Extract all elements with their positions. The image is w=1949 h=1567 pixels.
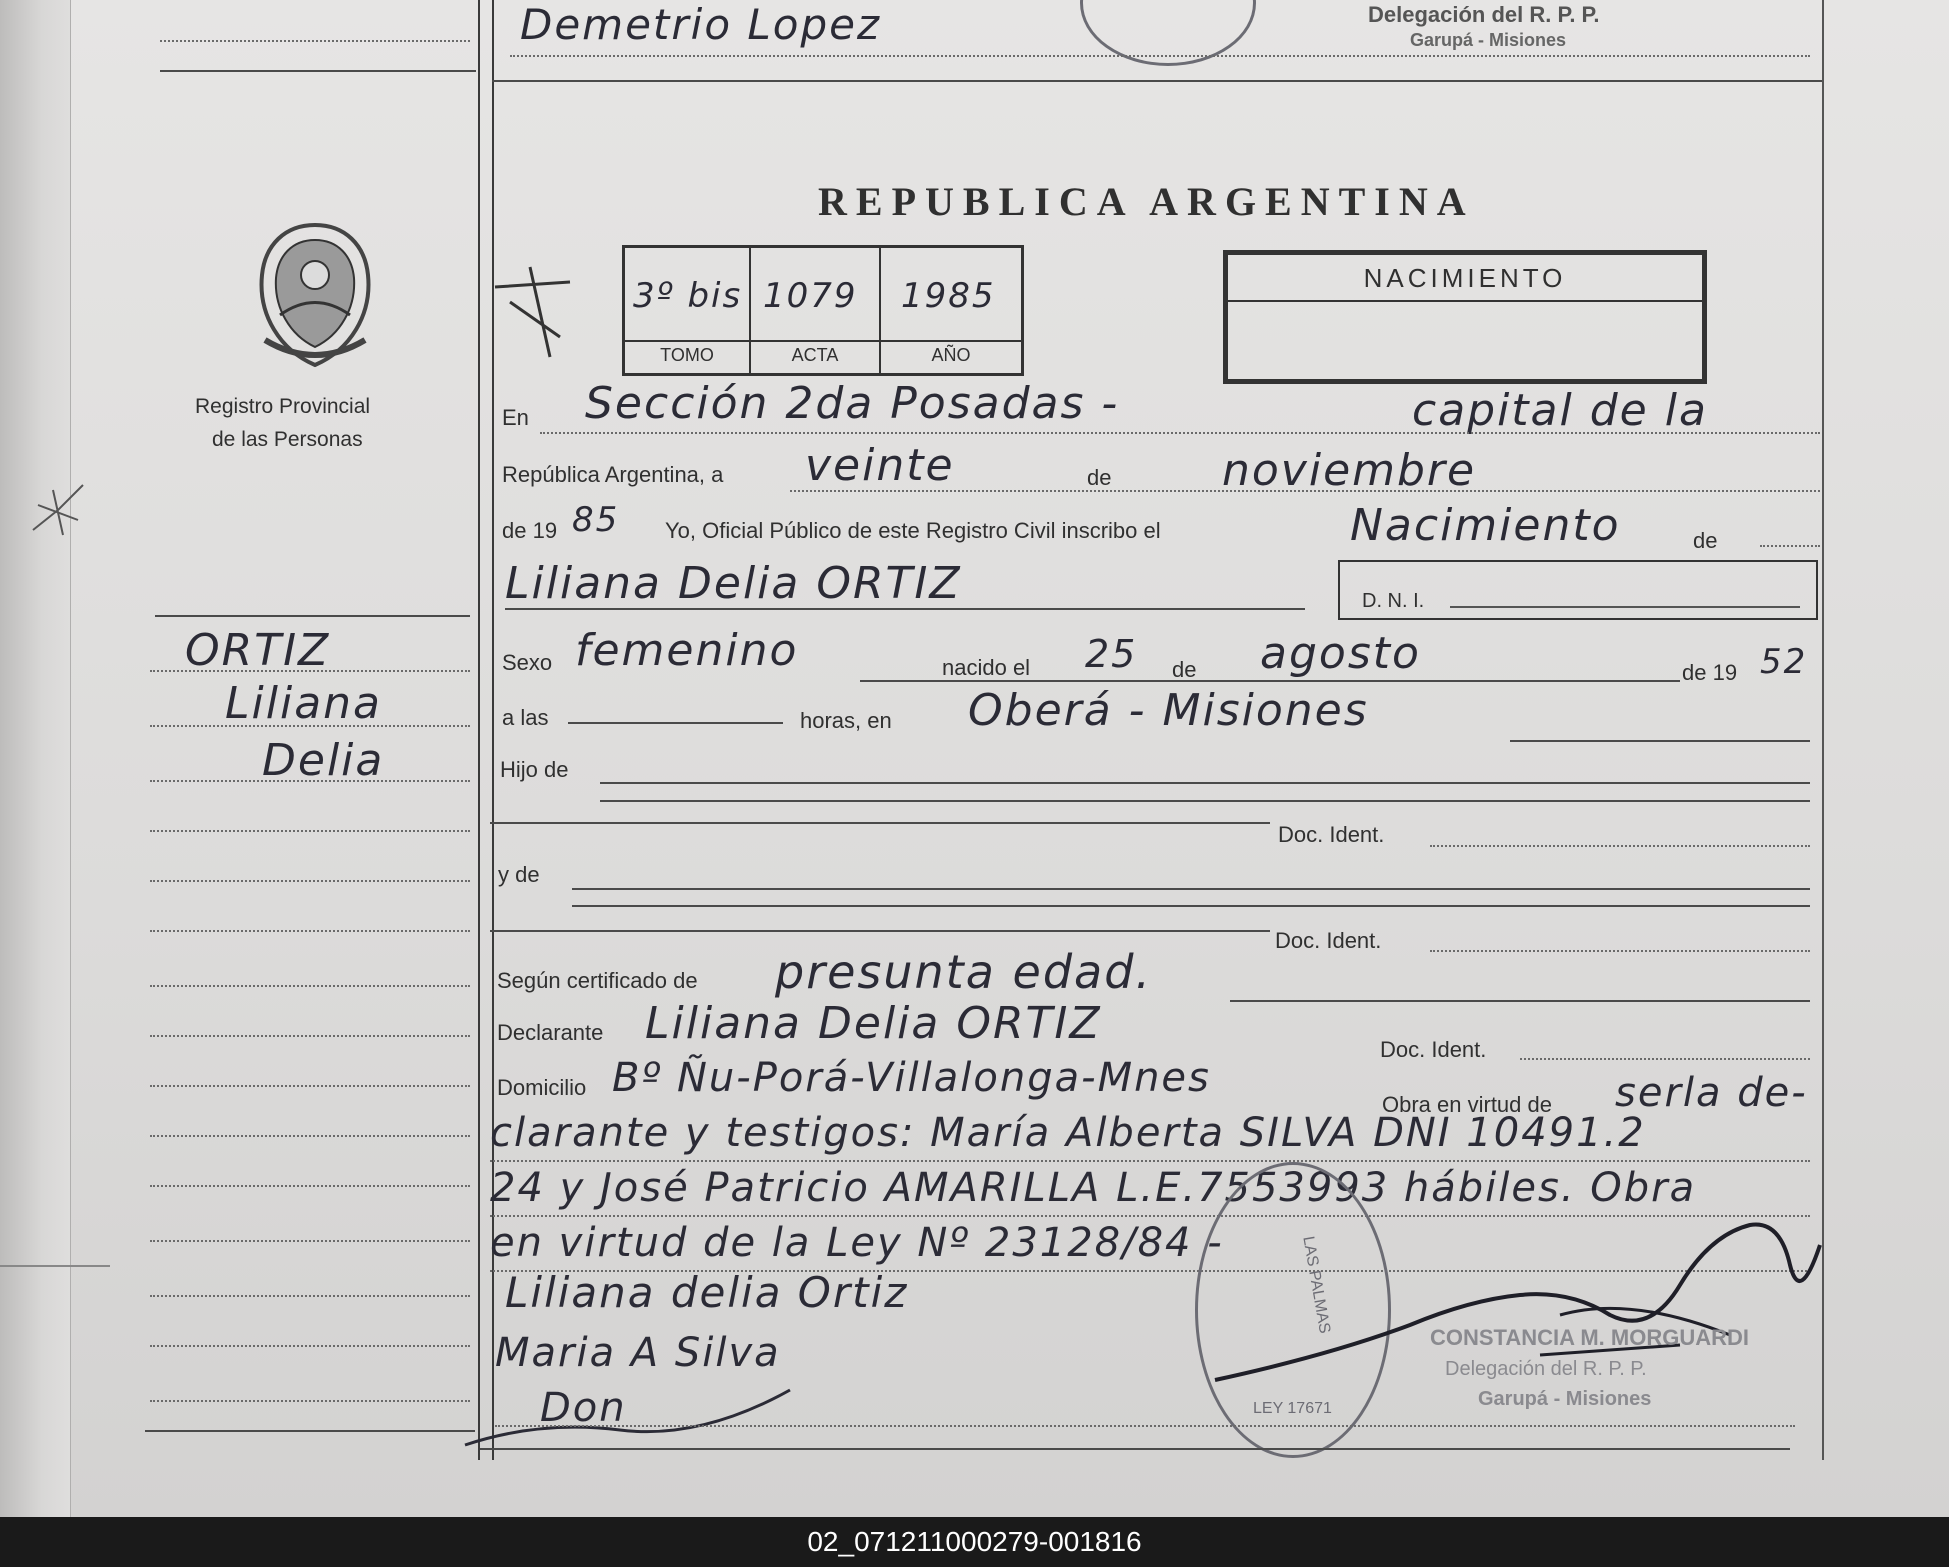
bottom-stamp-line-2: Delegación del R. P. P. <box>1445 1358 1647 1380</box>
top-stamp-line-1: Delegación del R. P. P. <box>1368 2 1600 27</box>
ano-cell <box>881 248 1021 373</box>
check-mark-icon <box>490 262 580 352</box>
label-segun-certificado: Según certificado de <box>497 968 698 993</box>
top-stamp-line-2: Garupá - Misiones <box>1410 30 1567 50</box>
sidebar-first-name: Liliana <box>225 678 382 729</box>
registry-book-table <box>622 245 1024 376</box>
value-person-name: Liliana Delia ORTIZ <box>505 558 962 609</box>
label-domicilio: Domicilio <box>497 1075 587 1100</box>
sidebar-surname: ORTIZ <box>185 625 331 676</box>
label-a-las: a las <box>502 705 549 730</box>
value-act-type: Nacimiento <box>1350 500 1621 551</box>
value-sex: femenino <box>575 625 799 676</box>
value-certificate: presunta edad. <box>775 945 1153 999</box>
label-doc-ident-declarant: Doc. Ident. <box>1380 1037 1487 1062</box>
value-address: Bº Ñu-Porá-Villalonga-Mnes <box>612 1055 1211 1101</box>
page-title: REPUBLICA ARGENTINA <box>818 179 1475 224</box>
value-birth-year-suffix: 52 <box>1760 642 1808 682</box>
acta-value: 1079 <box>763 276 858 316</box>
value-notes-line-1: clarante y testigos: María Alberta SILVA DNI 10491.2 <box>490 1110 1646 1156</box>
column-divider <box>478 0 480 1460</box>
label-obra-en-virtud: Obra en virtud de <box>1382 1092 1552 1117</box>
record-type: NACIMIENTO <box>1363 263 1567 293</box>
label-horas-en: horas, en <box>800 708 892 733</box>
staple-line <box>0 1265 110 1267</box>
divider-line <box>492 80 1822 82</box>
label-de-month: de <box>1087 465 1112 490</box>
label-y-de: y de <box>498 862 540 887</box>
value-birth-place: Oberá - Misiones <box>968 685 1369 736</box>
signature-scribble <box>460 1380 810 1450</box>
label-doc-ident-father: Doc. Ident. <box>1278 822 1385 847</box>
top-signature: Demetrio Lopez <box>520 0 882 49</box>
value-notes-line-2: 24 y José Patricio AMARILLA L.E.7553993 hábiles. Obra <box>490 1165 1697 1211</box>
value-place-cont: capital de la <box>1412 385 1708 436</box>
label-hijo-de: Hijo de <box>500 757 569 782</box>
signature-declarant: Liliana delia Ortiz <box>505 1268 909 1317</box>
label-de-birth: de <box>1172 657 1197 682</box>
image-id-caption: 02_071211000279-001816 <box>807 1526 1142 1557</box>
tomo-cell <box>625 248 751 373</box>
round-stamp-law: LEY 17671 <box>1253 1400 1332 1417</box>
round-stamp-text: LAS PALMAS <box>1299 1235 1334 1335</box>
signature-witness-2: Don <box>540 1385 627 1431</box>
tomo-label: TOMO <box>625 340 749 366</box>
sidebar-middle-name: Delia <box>262 735 385 786</box>
provincial-seal-icon <box>250 220 380 370</box>
label-sexo: Sexo <box>502 650 553 675</box>
value-day: veinte <box>805 440 955 491</box>
dotted-line <box>160 40 470 42</box>
label-de-19-birth: de 19 <box>1682 660 1738 685</box>
dotted-line <box>510 55 1810 57</box>
divider-line <box>155 615 470 617</box>
label-nacido-el: nacido el <box>942 655 1031 680</box>
label-dni: D. N. I. <box>1362 590 1425 612</box>
label-doc-ident-mother: Doc. Ident. <box>1275 928 1382 953</box>
ano-value: 1985 <box>901 276 996 316</box>
signature-witness: Maria A Silva <box>495 1330 781 1376</box>
label-de-19: de 19 <box>502 518 558 543</box>
ano-label: AÑO <box>881 340 1021 366</box>
label-declarante: Declarante <box>497 1020 604 1045</box>
registry-name-line-1: Registro Provincial <box>195 395 371 418</box>
staple-mark <box>28 480 88 540</box>
bottom-stamp-line-3: Garupá - Misiones <box>1478 1388 1652 1410</box>
value-notes-line-3: en virtud de la Ley Nº 23128/84 - <box>490 1220 1224 1266</box>
value-year-suffix: 85 <box>572 500 620 540</box>
divider-line <box>160 70 476 72</box>
book-binding <box>0 0 71 1517</box>
acta-label: ACTA <box>751 340 879 366</box>
registry-name-line-2: de las Personas <box>212 428 363 451</box>
record-type-box <box>1223 250 1707 384</box>
label-de-act: de <box>1693 528 1718 553</box>
label-en: En <box>502 405 529 430</box>
label-oficial: Yo, Oficial Público de este Registro Civil inscribo el <box>665 518 1161 543</box>
acta-cell <box>751 248 881 373</box>
value-by-virtue: serla de- <box>1615 1070 1808 1116</box>
value-birth-day: 25 <box>1085 632 1138 676</box>
bottom-stamp-line-1: CONSTANCIA M. MORGUARDI <box>1430 1325 1749 1350</box>
value-place: Sección 2da Posadas - <box>585 378 1120 429</box>
value-month: noviembre <box>1222 445 1477 496</box>
label-republica: República Argentina, a <box>502 462 724 487</box>
value-declarant: Liliana Delia ORTIZ <box>645 998 1102 1049</box>
tomo-value: 3º bis <box>633 276 743 316</box>
value-birth-month: agosto <box>1260 628 1421 679</box>
dni-box <box>1338 560 1818 620</box>
